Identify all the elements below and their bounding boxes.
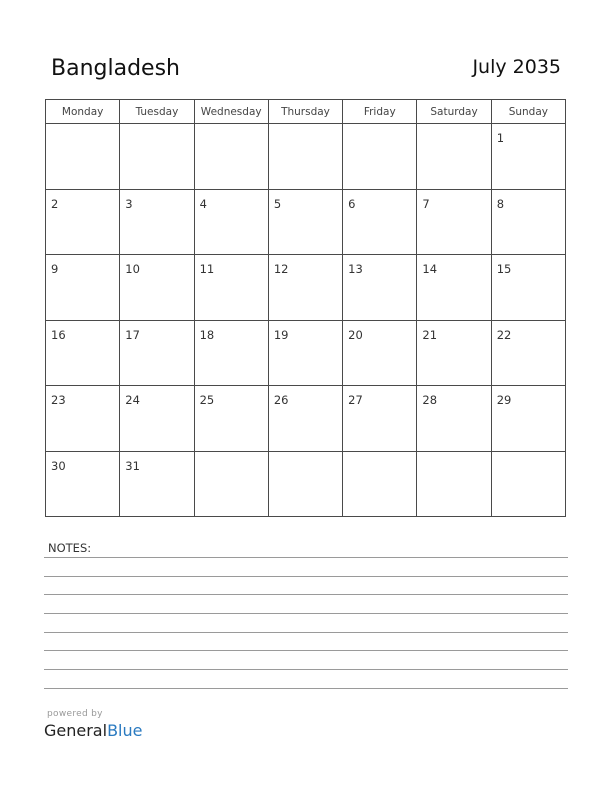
day-number xyxy=(46,124,119,131)
day-number: 17 xyxy=(125,327,140,342)
day-number xyxy=(492,452,565,459)
country-title: Bangladesh xyxy=(51,56,180,81)
day-number: 22 xyxy=(496,327,512,342)
note-line xyxy=(44,669,568,670)
day-number: 27 xyxy=(348,393,363,407)
note-line xyxy=(44,632,568,633)
day-number: 10 xyxy=(125,262,140,276)
day-cell xyxy=(491,320,565,386)
weekday-header: Thursday xyxy=(268,100,342,124)
calendar-grid xyxy=(45,99,566,517)
day-cell xyxy=(343,255,417,321)
day-cell xyxy=(120,189,194,255)
day-number: 19 xyxy=(273,327,289,342)
day-cell xyxy=(268,255,342,321)
note-line xyxy=(44,688,568,689)
day-number: 26 xyxy=(273,393,289,407)
day-cell xyxy=(343,451,417,517)
day-number: 7 xyxy=(422,196,430,211)
week-row xyxy=(46,320,566,386)
day-number: 5 xyxy=(273,196,282,211)
weekday-header: Saturday xyxy=(417,100,491,124)
note-line xyxy=(44,650,568,651)
day-number xyxy=(343,124,416,131)
day-number: 24 xyxy=(125,393,140,407)
weekday-header: Wednesday xyxy=(194,100,268,124)
day-cell xyxy=(268,189,342,255)
day-number xyxy=(269,452,342,459)
month-year-title: July 2035 xyxy=(472,56,561,78)
day-number: 8 xyxy=(496,196,505,211)
day-number: 9 xyxy=(51,262,59,276)
brand-general: General xyxy=(44,721,108,740)
week-row xyxy=(46,124,566,190)
week-row xyxy=(46,386,566,452)
brand-blue: Blue xyxy=(107,721,143,740)
day-number: 29 xyxy=(496,393,512,407)
notes-label: NOTES: xyxy=(48,541,92,555)
day-number: 18 xyxy=(199,327,215,342)
powered-by-text: powered by xyxy=(47,709,103,719)
day-cell xyxy=(194,386,268,452)
weekday-header: Sunday xyxy=(491,100,565,124)
day-number: 25 xyxy=(199,393,215,407)
day-cell xyxy=(120,451,194,517)
day-cell xyxy=(417,451,491,517)
day-cell xyxy=(120,124,194,190)
day-cell xyxy=(194,124,268,190)
day-cell xyxy=(46,320,120,386)
day-number xyxy=(343,452,416,459)
weekday-header-row xyxy=(46,100,566,124)
day-cell xyxy=(46,451,120,517)
day-cell xyxy=(120,386,194,452)
day-number: 12 xyxy=(273,262,289,276)
day-number: 14 xyxy=(422,262,438,276)
day-cell xyxy=(194,451,268,517)
day-number: 30 xyxy=(51,458,66,473)
day-number xyxy=(120,124,193,131)
day-number: 4 xyxy=(199,196,207,211)
day-cell xyxy=(491,386,565,452)
day-cell xyxy=(491,255,565,321)
weekday-header: Friday xyxy=(343,100,417,124)
day-number xyxy=(417,124,490,131)
note-line xyxy=(44,557,568,558)
day-cell xyxy=(120,255,194,321)
day-cell xyxy=(268,386,342,452)
day-cell xyxy=(343,124,417,190)
day-number: 31 xyxy=(125,458,140,473)
day-number xyxy=(269,124,342,131)
day-number: 15 xyxy=(496,262,512,276)
day-number: 2 xyxy=(51,196,59,211)
day-cell xyxy=(194,255,268,321)
day-number: 21 xyxy=(422,327,438,342)
day-number: 16 xyxy=(51,327,66,342)
day-number: 6 xyxy=(348,196,356,211)
day-number: 11 xyxy=(199,262,215,276)
week-row xyxy=(46,255,566,321)
day-cell xyxy=(268,451,342,517)
day-cell xyxy=(491,124,565,190)
day-cell xyxy=(120,320,194,386)
day-cell xyxy=(343,189,417,255)
day-cell xyxy=(46,255,120,321)
day-cell xyxy=(417,124,491,190)
day-cell xyxy=(194,320,268,386)
day-cell xyxy=(46,124,120,190)
day-number: 28 xyxy=(422,393,438,407)
week-row xyxy=(46,189,566,255)
day-cell xyxy=(46,189,120,255)
weekday-header: Monday xyxy=(46,100,120,124)
brand-logo xyxy=(44,721,142,740)
weekday-header: Tuesday xyxy=(120,100,194,124)
day-number: 3 xyxy=(125,196,133,211)
day-cell xyxy=(194,189,268,255)
day-cell xyxy=(417,255,491,321)
day-number: 1 xyxy=(496,131,505,145)
week-row xyxy=(46,451,566,517)
day-cell xyxy=(268,124,342,190)
day-cell xyxy=(268,320,342,386)
day-cell xyxy=(417,189,491,255)
note-line xyxy=(44,594,568,595)
day-number xyxy=(195,124,268,131)
note-line xyxy=(44,576,568,577)
day-number xyxy=(417,452,490,459)
day-cell xyxy=(417,320,491,386)
note-line xyxy=(44,613,568,614)
day-cell xyxy=(491,189,565,255)
day-cell xyxy=(417,386,491,452)
day-cell xyxy=(343,320,417,386)
day-number xyxy=(195,452,268,459)
day-cell xyxy=(343,386,417,452)
day-number: 23 xyxy=(51,393,66,407)
day-number: 13 xyxy=(348,262,363,276)
day-number: 20 xyxy=(348,327,363,342)
day-cell xyxy=(491,451,565,517)
day-cell xyxy=(46,386,120,452)
